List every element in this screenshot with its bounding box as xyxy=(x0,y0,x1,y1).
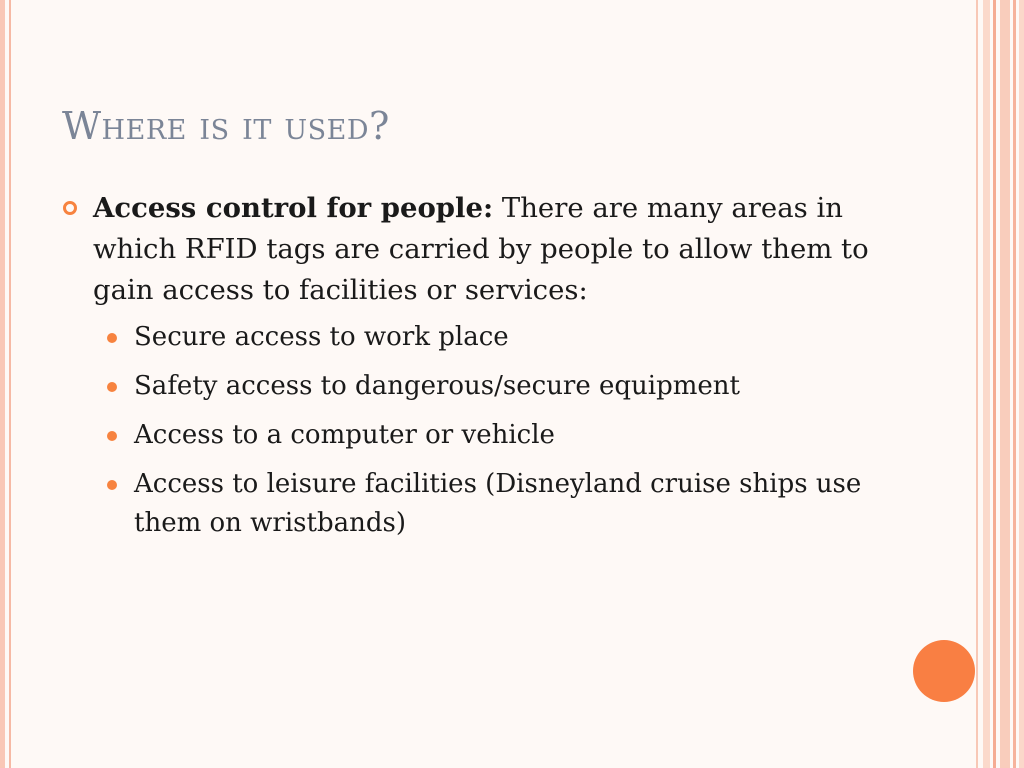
left-border xyxy=(0,0,5,768)
right-stripe xyxy=(1013,0,1016,768)
right-stripe xyxy=(1019,0,1024,768)
left-border-line xyxy=(9,0,11,768)
right-stripe xyxy=(976,0,978,768)
ring-bullet-icon xyxy=(63,201,77,215)
main-bullet-text: There are many areas in which RFID tags are carried by people to allow them to gain access to facilities or services: xyxy=(93,192,869,306)
dot-bullet-icon xyxy=(107,382,117,392)
dot-bullet-icon xyxy=(107,480,117,490)
dot-bullet-icon xyxy=(107,333,117,343)
dot-bullet-icon xyxy=(107,431,117,441)
right-stripe xyxy=(1000,0,1010,768)
slide-title: Where is it used? xyxy=(62,104,390,148)
sub-bullet-text: Access to leisure facilities (Disneyland cruise ships use them on wristbands) xyxy=(134,469,862,538)
right-stripe xyxy=(983,0,990,768)
sub-bullet-text: Access to a computer or vehicle xyxy=(134,420,555,450)
sub-bullet-text: Safety access to dangerous/secure equipment xyxy=(134,371,740,401)
slide-body xyxy=(62,188,882,553)
sub-bullet xyxy=(134,465,882,543)
sub-bullet-text: Secure access to work place xyxy=(134,322,509,352)
main-bullet xyxy=(62,188,882,311)
sub-bullet xyxy=(134,318,882,357)
sub-bullet-list xyxy=(62,318,882,543)
accent-circle xyxy=(913,640,975,702)
right-stripe xyxy=(993,0,996,768)
main-bullet-lead: Access control for people: xyxy=(93,192,494,224)
sub-bullet xyxy=(134,367,882,406)
sub-bullet xyxy=(134,416,882,455)
